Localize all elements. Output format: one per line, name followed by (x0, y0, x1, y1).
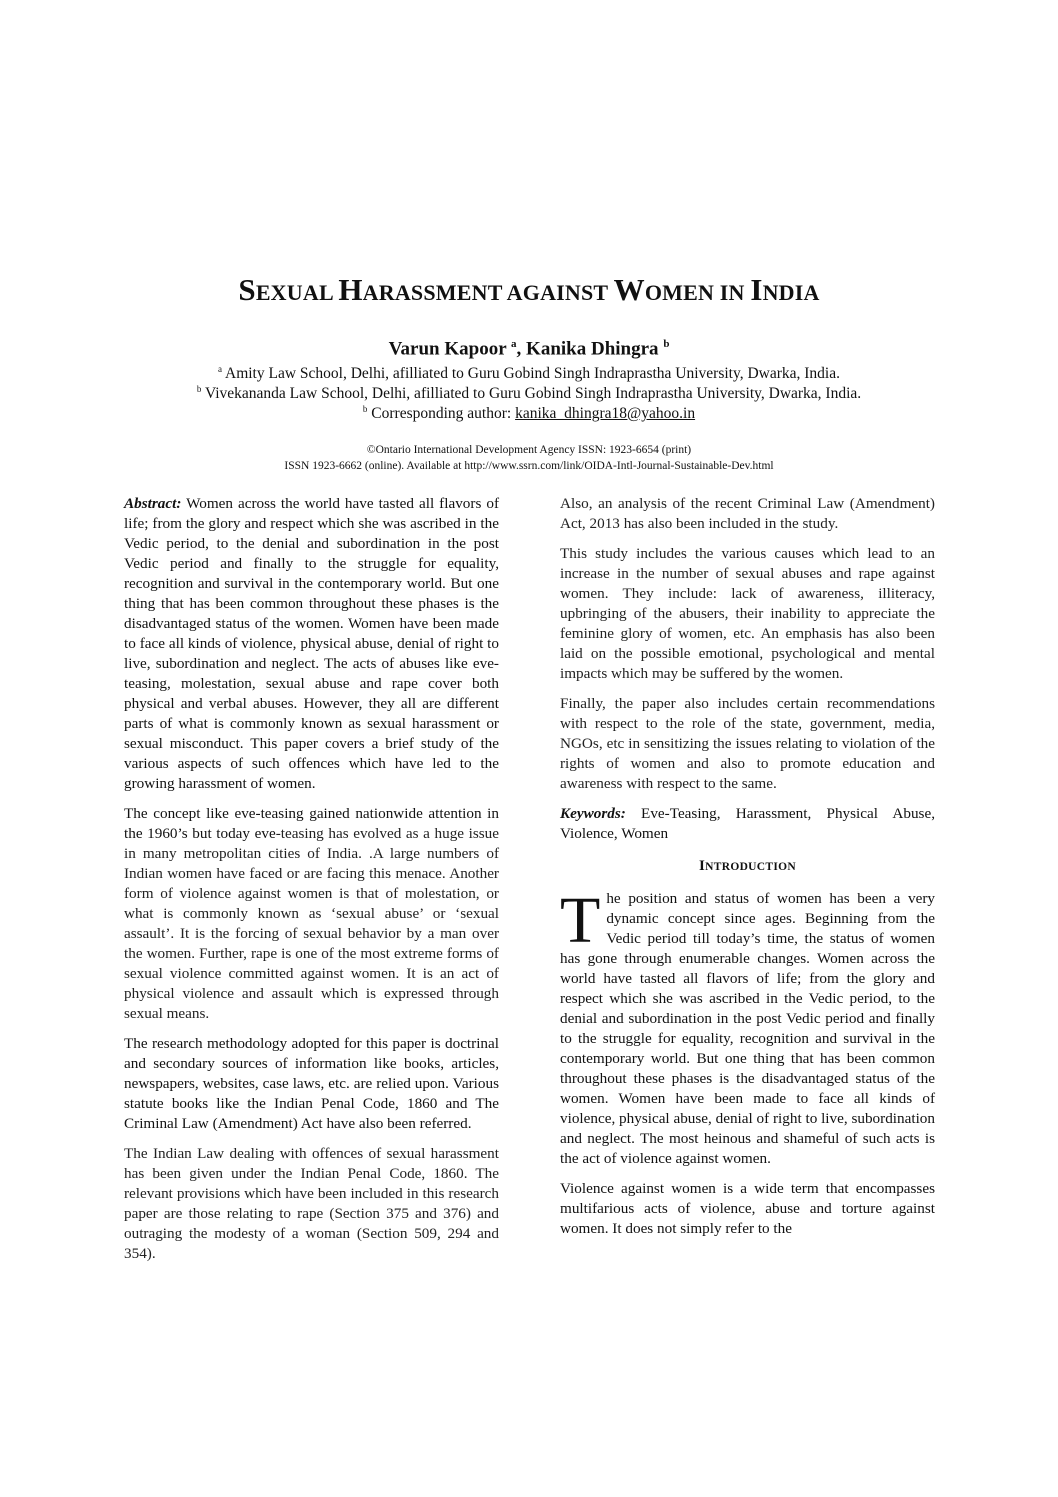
corresponding-label: Corresponding author: (367, 405, 516, 423)
intro-text: he position and status of women has been a very dynamic concept since ages. Beginning from the Vedic period till today’s time, the status of women has gone through enumerable changes. Women across the world have tasted all flavors of life; from the glory and respect which she was ascribed in the Vedic period, to the denial and subordination in the post Vedic period and finally to the struggle for equality, recognition and survival in the contemporary world. But one thing that has been common throughout these phases is the disadvantaged status of the women. Women have been made to face all kinds of violence, physical abuse, denial of right to live, subordination and neglect. The most heinous and shameful of such acts is the act of violence against women. (560, 890, 935, 1167)
paragraph: Finally, the paper also includes certain recommendations with respect to the role of the state, government, media, NGOs, etc in sensitizing the issues relating to violation of the rights of women and also to promote education and awareness with respect to the same. (560, 695, 935, 792)
author-mark: b (663, 338, 670, 350)
paragraph (124, 804, 499, 1024)
affiliation-mark: a (217, 364, 222, 374)
title-part: NDIA (762, 280, 820, 305)
affiliation-mark: b (196, 384, 202, 394)
affiliation-b (0, 384, 1058, 403)
author-name: Varun Kapoor (388, 338, 507, 360)
paragraph: Violence against women is a wide term that encompasses multifarious acts of violence, abuse and torture against women. It does not simply refer to the (560, 1180, 935, 1237)
author-separator: , (516, 338, 527, 360)
section-heading-introduction (560, 856, 935, 877)
corresponding-author (0, 404, 1058, 423)
paragraph-text: -teasing has evolved as a huge issue in many metropolitan cities of India. .A large numbers of Indian women have faced or are facing this menace. Another form of violence against women is that of molestation, or what is commonly known as ‘sexual abuse’ or ‘sexual assault’. It is the forcing of sexual behavior by a man over the women. Further, rape is one of the most extreme forms of sexual violence committed against women. It is an act of physical violence and assault which is expressed through sexual means. (124, 825, 499, 1022)
abstract-text: Women across the world have tasted all flavors of life; from the glory and respect which she was ascribed in the Vedic period, to the denial and subordination in the post Vedic period and finally to the struggle for equality, recognition and survival in the contemporary world. But one thing that has been common throughout these phases is the disadvantaged status of the women. Women have been made to face all kinds of violence, physical abuse, denial of right to live, subordination and neglect. The acts of abuses like eve-teasing, molestation, sexual abuse and rape cover both physical and verbal abuses. However, they all are different parts of what is commonly known as sexual harassment or sexual misconduct. This paper covers a brief study of the various aspects of such offences which have led to the growing harassment of women. (124, 495, 499, 792)
affiliation-a (0, 364, 1058, 383)
author-mark: a (511, 338, 517, 350)
title-initial: I (750, 272, 763, 307)
heading-rest: NTRODUCTION (705, 861, 796, 873)
keywords-text: Eve-Teasing, Harassment, Physical Abuse, Violence, Women (560, 805, 935, 842)
author-name: Kanika Dhingra (526, 338, 659, 360)
right-column (560, 494, 935, 1249)
title-initial: H (338, 272, 363, 307)
left-column (124, 494, 499, 1274)
email-link[interactable]: kanika_dhingra18@yahoo.in (515, 405, 696, 423)
title-part: EXUAL (255, 280, 339, 305)
keywords (560, 804, 935, 844)
affiliation-mark: b (362, 404, 368, 414)
affiliation-text: Amity Law School, Delhi, afilliated to Guru Gobind Singh Indraprastha University, Dwarka, India. (221, 365, 840, 383)
title-part: OMEN IN (644, 280, 751, 305)
paper-title (0, 272, 1058, 308)
title-initial: W (613, 272, 645, 307)
heading-initial: I (699, 858, 706, 874)
drop-cap: T (560, 884, 601, 957)
affiliation-text: Vivekananda Law School, Delhi, afilliated to Guru Gobind Singh Indraprastha University, Dwarka, India. (201, 385, 862, 403)
abstract-label: Abstract: (124, 495, 182, 512)
paragraph: The research methodology adopted for this paper is doctrinal and secondary sources of information like books, articles, newspapers, websites, case laws, etc. are relied upon. Various statute books like the Indian Penal Code, 1860 and The Criminal Law (Amendment) Act have also been referred. (124, 1035, 499, 1132)
title-initial: S (238, 272, 256, 307)
paragraph: Also, an analysis of the recent Criminal Law (Amendment) Act, 2013 has also been included in the study. (560, 495, 935, 532)
title-part: ARASSMENT AGAINST (362, 280, 614, 305)
keywords-label: Keywords: (560, 805, 626, 822)
abstract (124, 494, 499, 794)
issn-print: ©Ontario International Development Agency ISSN: 1923-6654 (print) (366, 444, 692, 456)
intro-paragraph (560, 884, 935, 1169)
author-list (0, 338, 1058, 360)
paragraph: The Indian Law dealing with offences of sexual harassment has been given under the Indian Penal Code, 1860. The relevant provisions which have been included in this research paper are those relating to rape (Section 375 and 376) and outraging the modesty of a woman (Section 509, 294 and 354). (124, 1145, 499, 1262)
paragraph-lead: The concept like eve-teasing gained nationwide attention in the 1960’s but today eve (124, 805, 499, 842)
issn-online: ISSN 1923-6662 (online). Available at http://www.ssrn.com/link/OIDA-Intl-Journal-Sustainable-Dev.html (284, 460, 774, 472)
paragraph: This study includes the various causes which lead to an increase in the number of sexual abuses and rape against women. They include: lack of awareness, illiteracy, upbringing of the abusers, their inability to appreciate the feminine glory of women, etc. An emphasis has also been laid on the possible emotional, psychological and mental impacts which may be suffered by the women. (560, 545, 935, 682)
